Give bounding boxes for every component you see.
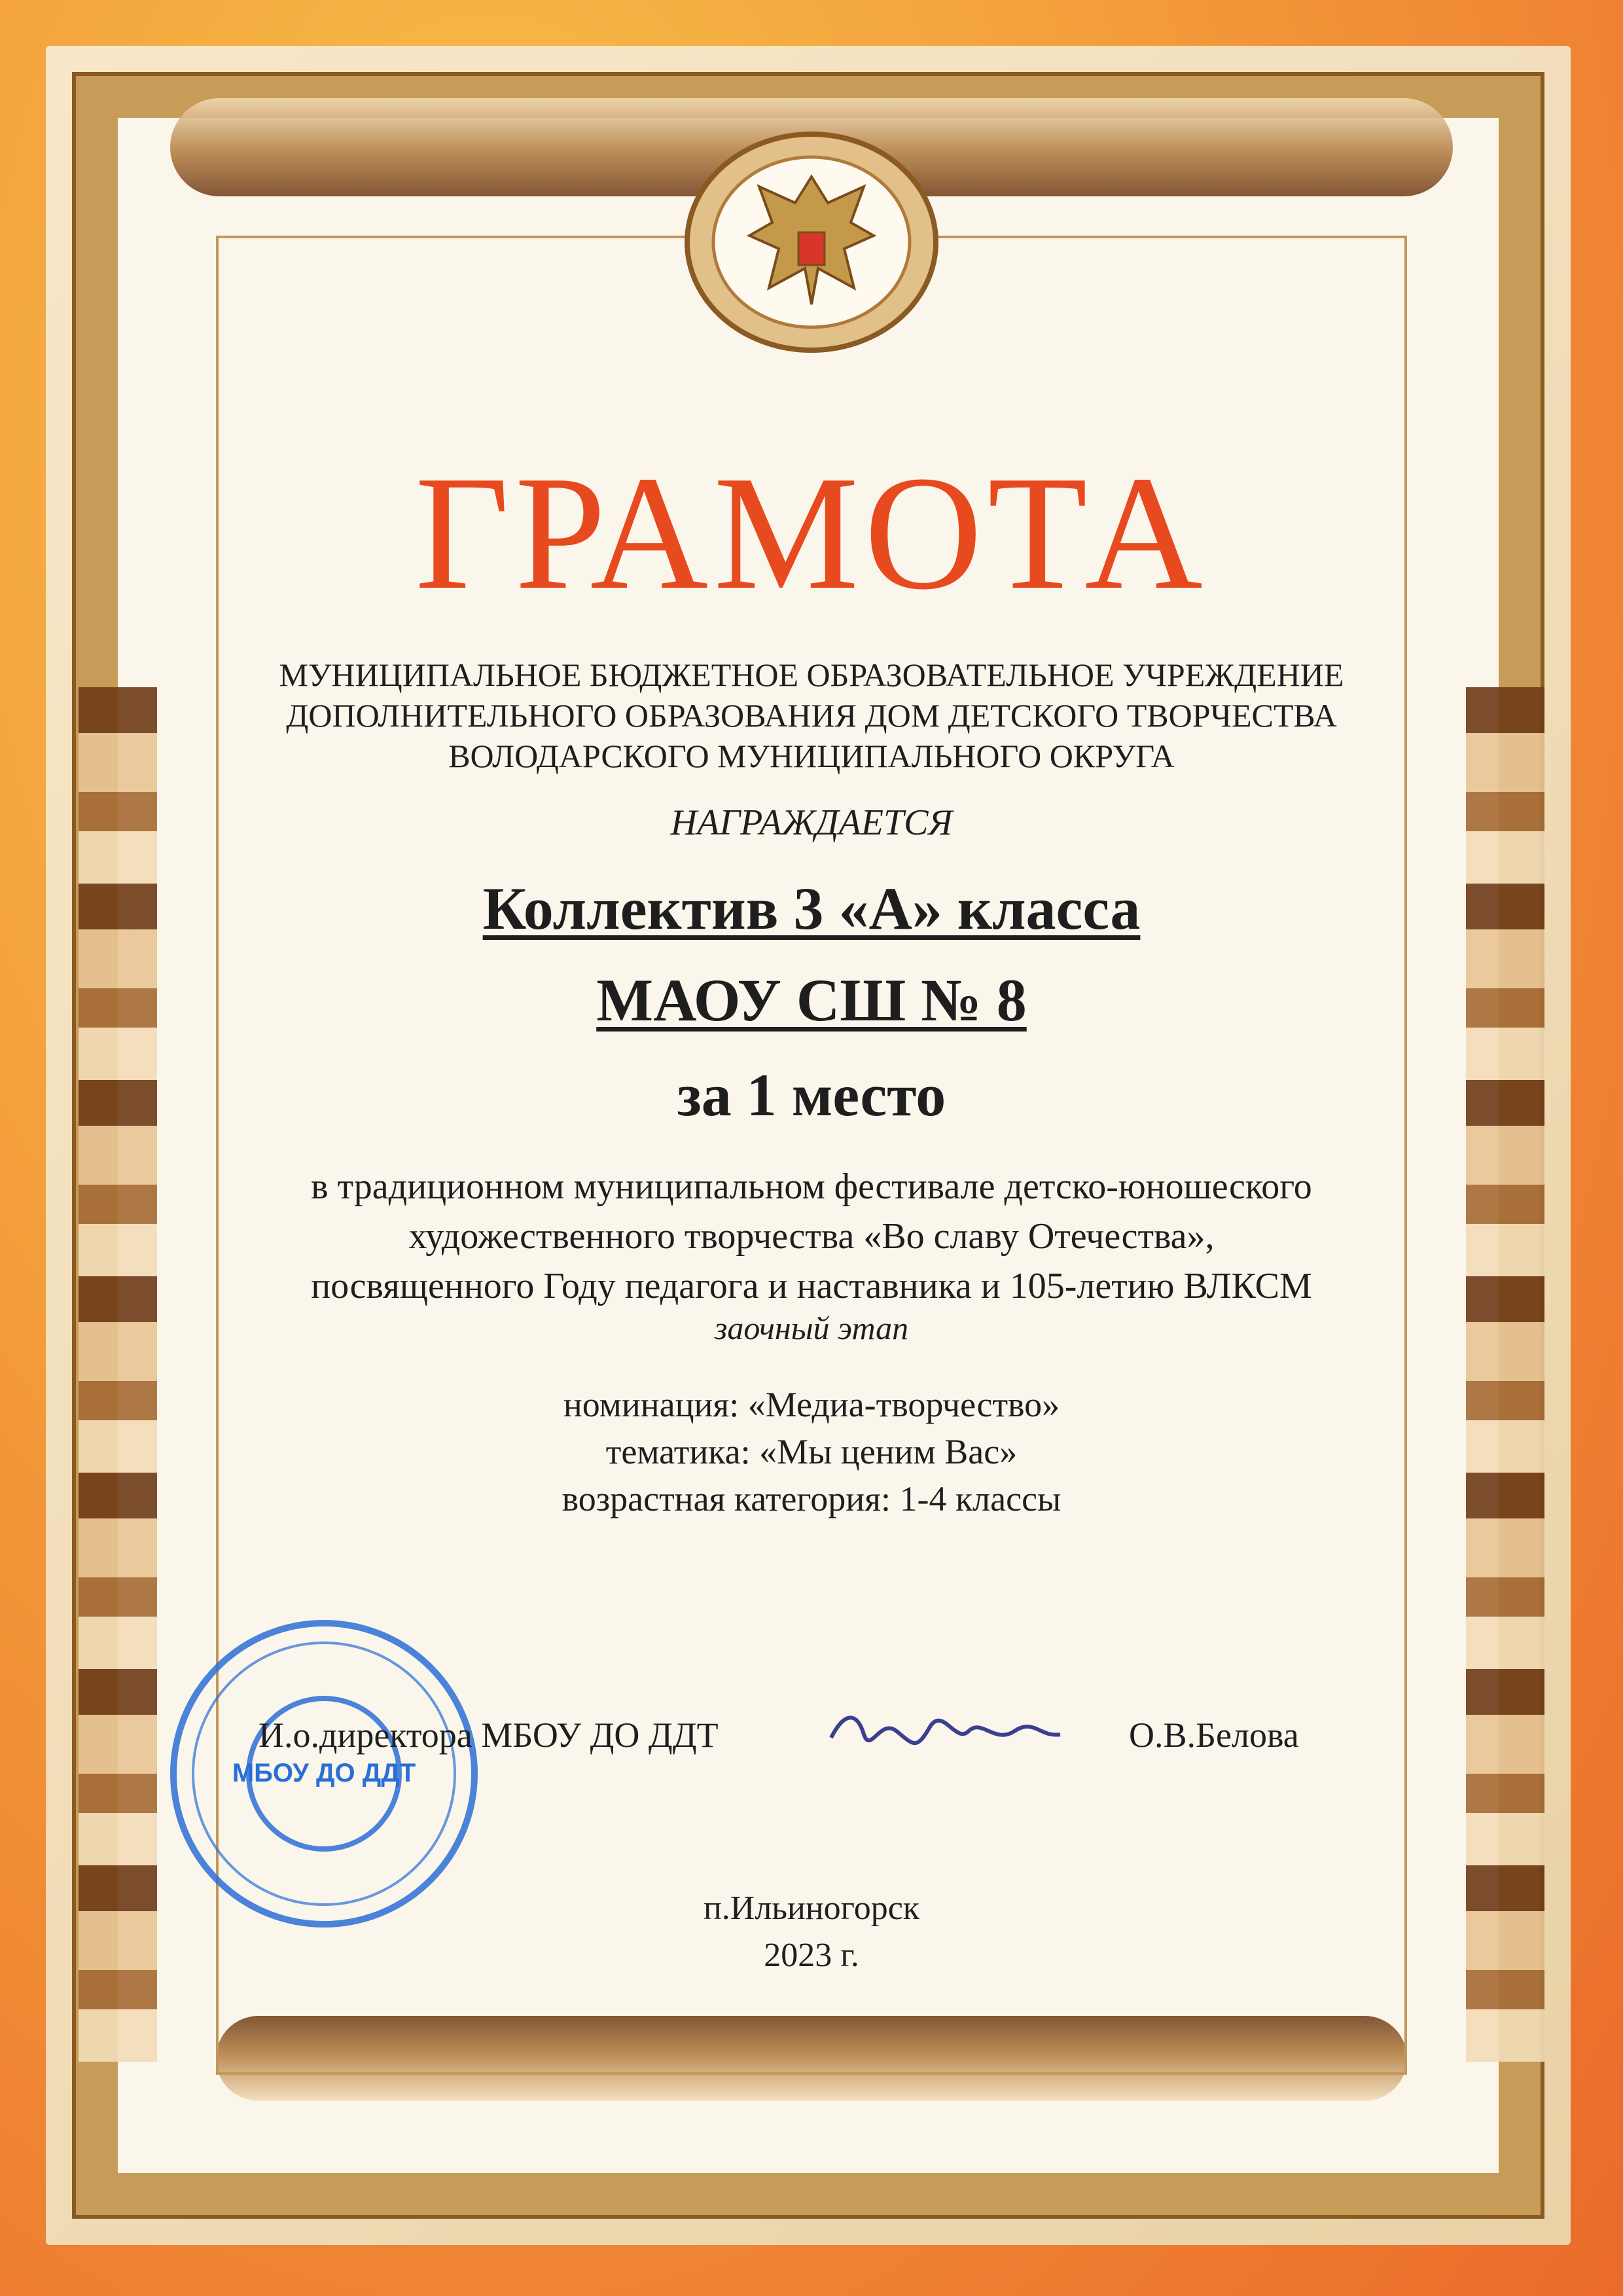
theme-line: тематика: «Мы ценим Вас» [605,1432,1018,1471]
nomination-block [0,1381,1623,1522]
place-text: п.Ильиногорск [703,1890,920,1927]
recipient-line-2 [0,965,1623,1035]
achievement-text: за 1 место [677,1062,946,1128]
year-text: 2023 г. [764,1937,859,1974]
nomination-line: номинация: «Медиа-творчество» [563,1385,1060,1424]
recipient-text: Коллектив 3 «А» класса [482,875,1141,942]
description-line: посвященного Году педагога и наставника и 105-летию ВЛКСМ [311,1266,1312,1306]
recipient-school-text: МАОУ СШ № 8 [596,967,1027,1033]
organization-line: МУНИЦИПАЛЬНОЕ БЮДЖЕТНОЕ ОБРАЗОВАТЕЛЬНОЕ УЧРЕЖДЕНИЕ [279,656,1344,693]
recipient-line-1 [0,874,1623,943]
place-and-year [0,1885,1623,1979]
organization-name [0,655,1623,776]
certificate-title: ГРАМОТА [415,442,1208,624]
awarded-label: НАГРАЖДАЕТСЯ [670,802,953,843]
coat-of-arms-emblem-icon [677,124,946,360]
stage-text: заочный этап [714,1310,909,1346]
event-description [0,1162,1623,1311]
stamp-label: МБОУ ДО ДДТ [232,1759,416,1787]
description-line: в традиционном муниципальном фестивале детско-юношеского [311,1166,1312,1207]
description-line: художественного творчества «Во славу Отечества», [408,1216,1215,1257]
signer-name: О.В.Белова [1129,1715,1299,1755]
organization-line: ДОПОЛНИТЕЛЬНОГО ОБРАЗОВАНИЯ ДОМ ДЕТСКОГО ТВОРЧЕСТВА [286,697,1337,734]
age-category-line: возрастная категория: 1-4 классы [562,1479,1061,1518]
signer-position: И.о.директора МБОУ ДО ДДТ [259,1715,719,1755]
organization-line: ВОЛОДАРСКОГО МУНИЦИПАЛЬНОГО ОКРУГА [448,738,1175,774]
signature-icon [818,1698,1067,1770]
